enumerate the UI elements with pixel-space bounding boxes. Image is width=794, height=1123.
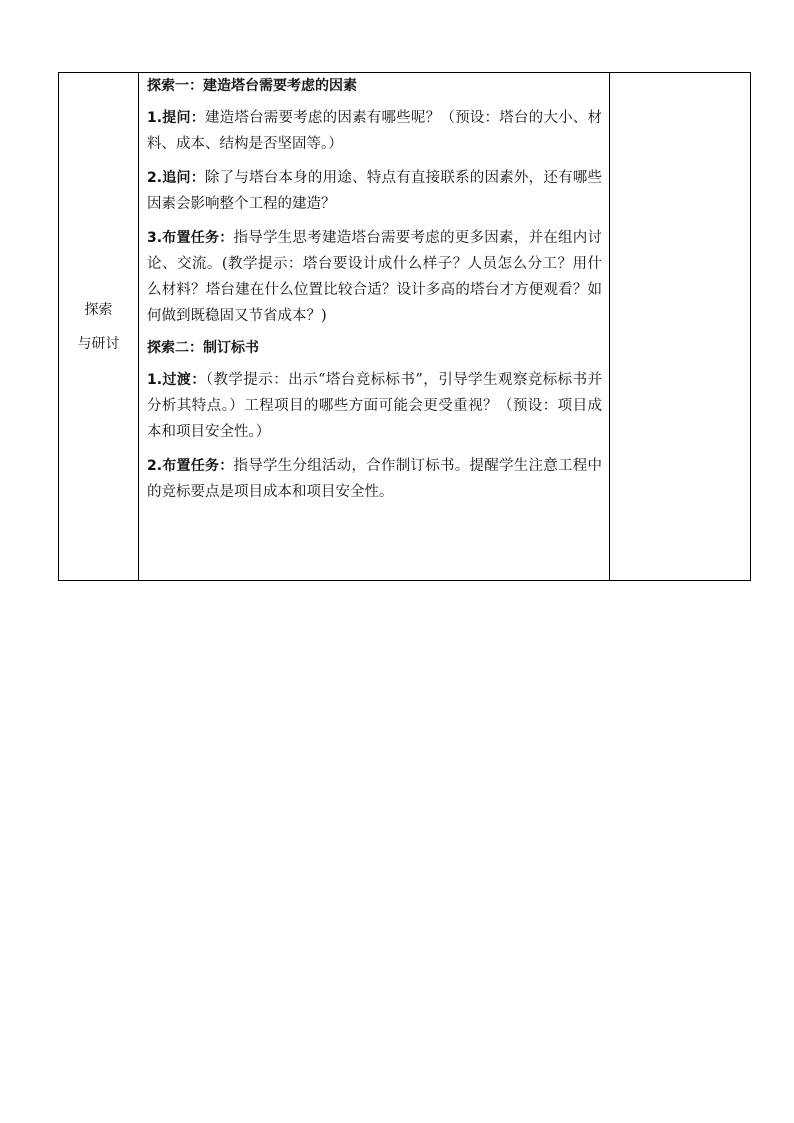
item-text: 指导学生分组活动，合作制订标书。提醒学生注意工程中的竞标要点是项目成本和项目安全性。: [147, 458, 602, 500]
item-text: 除了与塔台本身的用途、特点有直接联系的因素外，还有哪些因素会影响整个工程的建造？: [147, 170, 602, 212]
item-label: 1.提问：: [147, 110, 205, 126]
item-label: 3.布置任务：: [147, 230, 234, 246]
notes-cell: [610, 73, 751, 581]
item-label: 2.布置任务：: [147, 458, 234, 474]
section2-item-2: [147, 453, 602, 505]
section2-heading: 探索二：制订标书: [147, 340, 259, 356]
stage-label-line2: 与研讨: [77, 335, 120, 352]
content-cell: [139, 73, 610, 581]
section1-heading: 探索一：建造塔台需要考虑的因素: [147, 78, 357, 94]
table-row: [59, 73, 751, 581]
section2-item-1: [147, 367, 602, 445]
item-label: 2.追问：: [147, 170, 205, 186]
stage-label-line1: 探索: [84, 301, 113, 318]
item-text: 指导学生思考建造塔台需要考虑的更多因素，并在组内讨论、交流。(教学提示：塔台要设计成什么样子？人员怎么分工？用什么材料？塔台建在什么位置比较合适？设计多高的塔台才方便观看？如何做到既稳固又节省成本？): [147, 230, 602, 324]
section1-item-2: [147, 165, 602, 217]
item-text: 建造塔台需要考虑的因素有哪些呢？（预设：塔台的大小、材料、成本、结构是否坚固等。）: [147, 110, 602, 152]
stage-cell: [59, 73, 139, 581]
section1-item-1: [147, 105, 602, 157]
lesson-plan-table: [58, 72, 751, 581]
item-text: （教学提示：出示“塔台竞标标书”，引导学生观察竞标标书并分析其特点。）工程项目的哪些方面可能会更受重视？（预设：项目成本和项目安全性。）: [147, 372, 603, 440]
section1-item-3: [147, 225, 602, 329]
item-label: 1.过渡：: [147, 372, 206, 388]
